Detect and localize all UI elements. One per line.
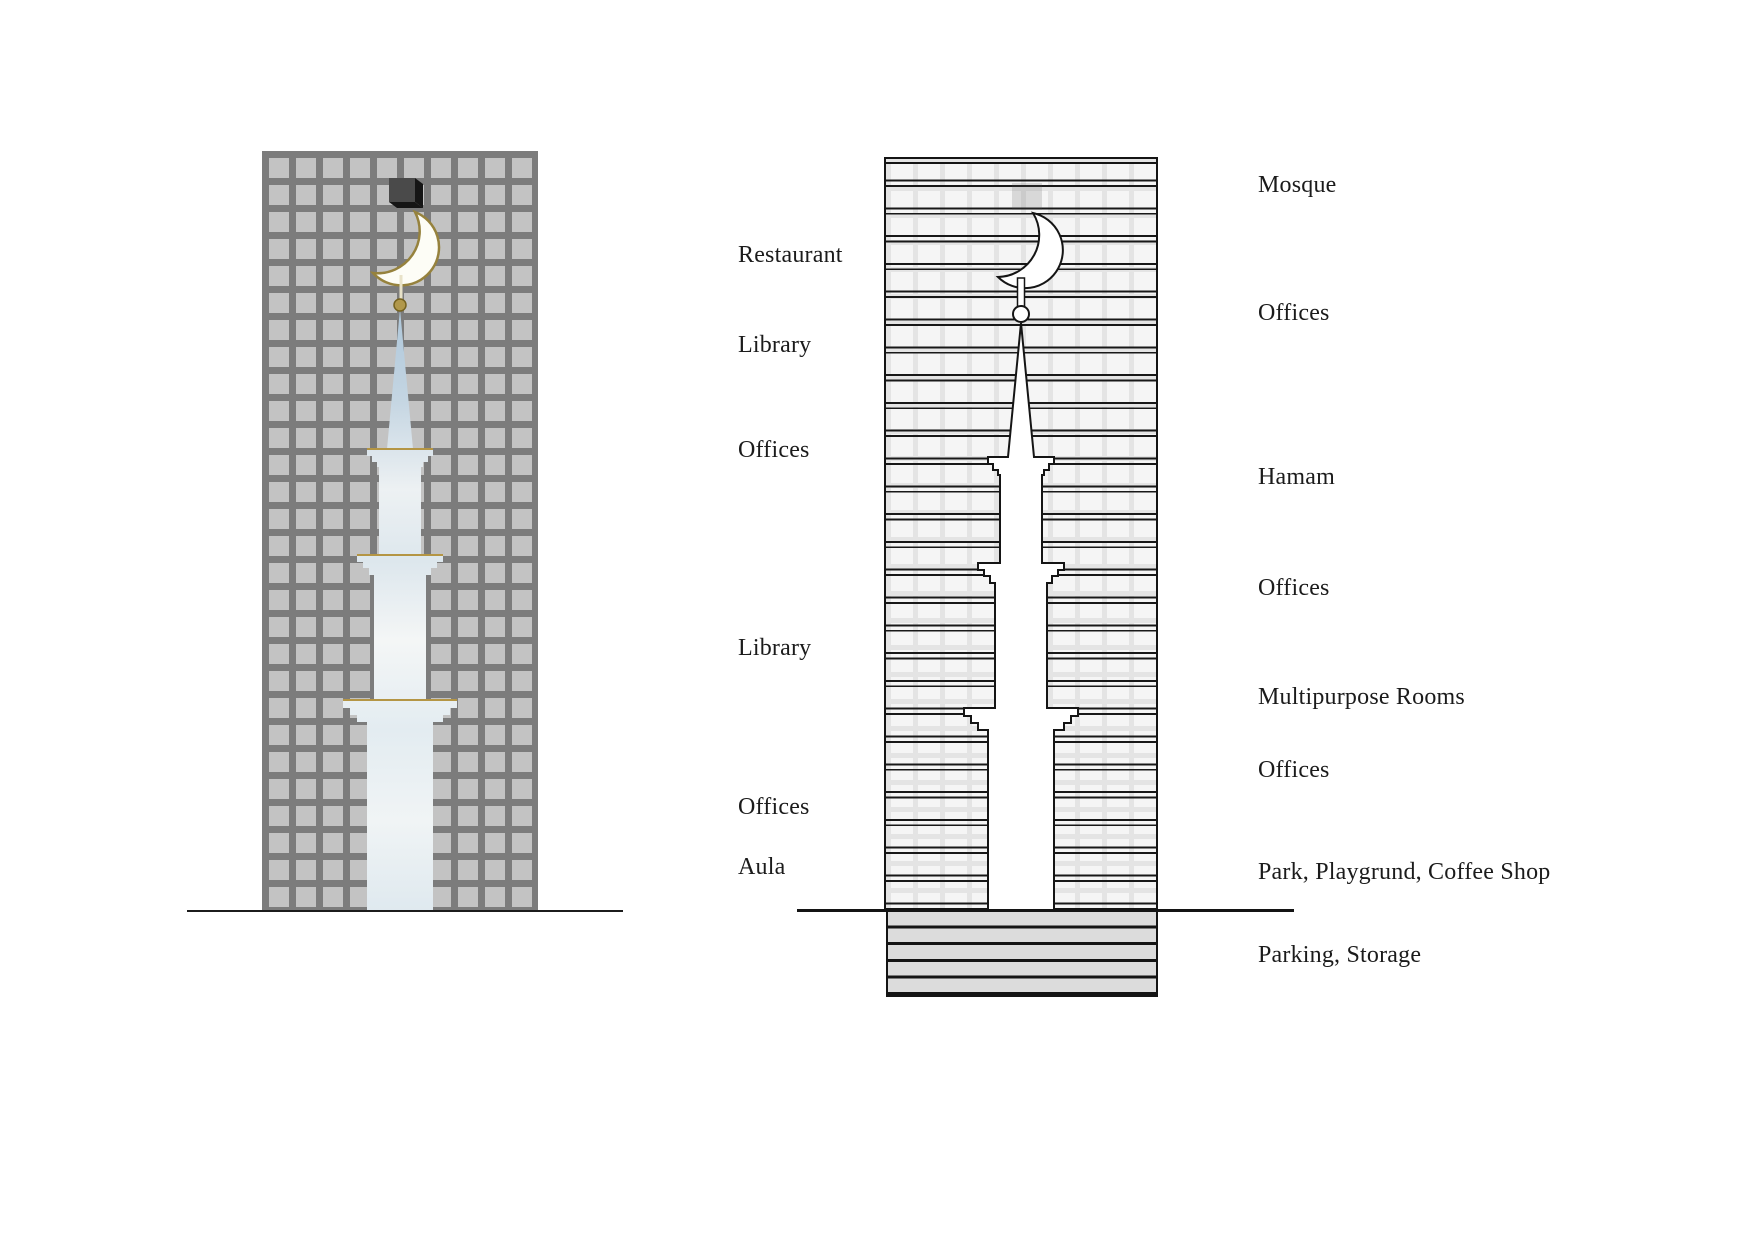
minaret-cutout-sky (262, 151, 538, 911)
label-offices-lower: Offices (738, 794, 810, 820)
label-park-playgrund-coffee-shop: Park, Playgrund, Coffee Shop (1258, 859, 1551, 885)
label-hamam: Hamam (1258, 464, 1335, 490)
program-elevation (884, 157, 1158, 910)
rooftop-cube-icon (389, 178, 423, 208)
label-parking-storage: Parking, Storage (1258, 942, 1422, 968)
crescent-icon (998, 213, 1063, 288)
finial-ball (394, 299, 406, 311)
label-aula: Aula (738, 854, 786, 880)
minaret-silhouette (964, 323, 1078, 910)
ground-line-left (187, 910, 623, 912)
label-offices-1: Offices (1258, 300, 1330, 326)
label-multipurpose-rooms: Multipurpose Rooms (1258, 684, 1465, 710)
finial-stem (1018, 278, 1025, 307)
label-restaurant: Restaurant (738, 242, 843, 268)
finial-ball (1013, 306, 1029, 322)
label-offices-2: Offices (1258, 575, 1330, 601)
label-mosque: Mosque (1258, 172, 1337, 198)
basement-levels (886, 912, 1158, 997)
facade-elevation (262, 151, 538, 911)
label-offices-3: Offices (1258, 757, 1330, 783)
label-offices-upper: Offices (738, 437, 810, 463)
minaret-silhouette (343, 309, 457, 911)
minaret-outline (884, 157, 1158, 910)
label-library-lower: Library (738, 635, 812, 661)
crescent-icon (373, 212, 439, 285)
label-library-upper: Library (738, 332, 812, 358)
